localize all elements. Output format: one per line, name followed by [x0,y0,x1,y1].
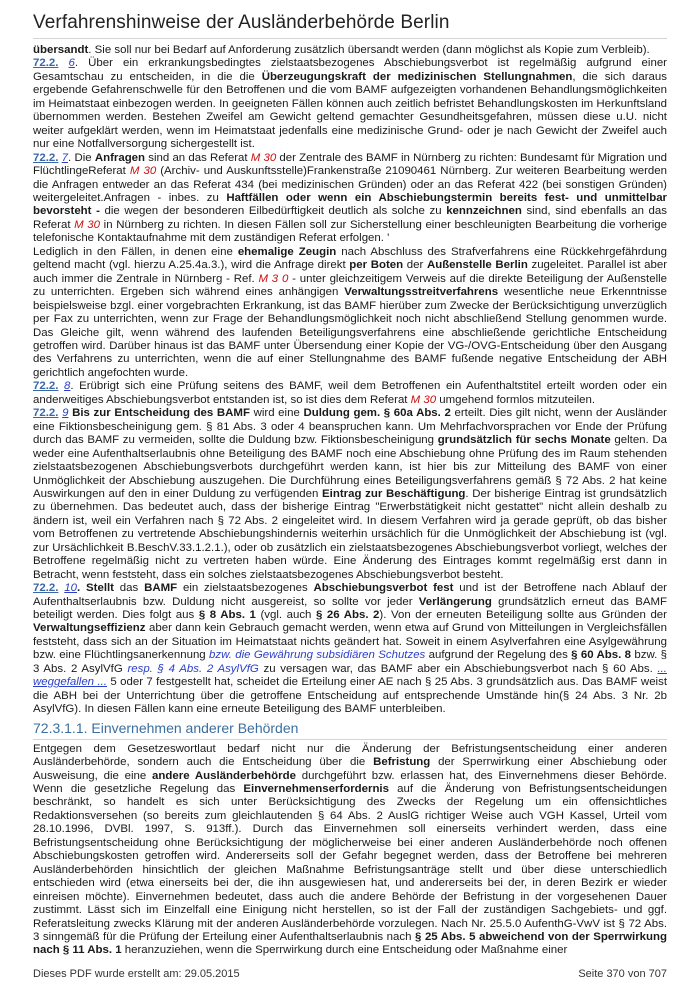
paragraph-einvernehmen: Entgegen dem Gesetzeswortlaut bedarf nicht nur die Änderung der Befristungsentscheidung einer anderen Ausländerbehörde, sondern auch die Entscheidung über die Befristung der Sperrwirkung einer Abschiebung oder Ausweisung, die eine andere Ausländerbehörde durchgeführt bzw. erlassen hat, des Einvernehmens dieser Behörde. Wenn die gesetzliche Regelung das Einvernehmenserfordernis auf die Änderung von Befristungsentscheidungen beschränkt, so handelt es sich unter Berücksichtigung des Zwecks der Regelung um ein offensichtliches Redaktionsversehen (so bereits zum gleichlautenden § 64 Abs. 2 AuslG richtiger Weise auch VGH Kassel, Urteil vom 28.10.1996, DVBl. 1997, S. 913ff.). Durch das Einvernehmen soll einerseits verhindert werden, dass eine Befristungsentscheidung ohne Berücksichtigung der möglicherweise bei einer anderen Ausländerbehörde noch offenen Abschiebungskosten getroffen wird. Andererseits soll der Gefahr begegnet werden, dass der Betroffene bei mehreren Ausländerbehörden hinsichtlich der gleichen Maßnahme Befristungsanträge stellt und über diese unterschiedlich entschieden wird (etwa einerseits bei der, die ihn ausgewiesen hat, und andererseits bei der, in deren Bezirk er wieder einreisen möchte). Einvernehmen bedeutet, dass auch die andere Behörde der Befristung in der vorgesehenen Dauer zustimmt. Lässt sich im Einzelfall eine Einigung nicht herstellen, so ist der Fall der zuständigen Sachgebiets- und ggf. Referatsleitung zwecks Klärung mit der anderen Ausländerbehörde vorzulegen. Nach Nr. 25.5.0 AufenthG-VwV ist § 72 Abs. 3 sinngemäß für die Prüfung der Erteilung einer Aufenthaltserlaubnis nach § 25 Abs. 5 abweichend von der Sperrwirkung nach § 11 Abs. 1 heranzuziehen, wenn die Sperrwirkung durch eine Entscheidung oder Maßnahme einer [33,742,667,957]
paragraph-continuation: übersandt. Sie soll nur bei Bedarf auf Anforderung zusätzlich übersandt werden (dann möglichst als Kopie zum Verbleib). [33,44,650,56]
paragraph-72-2-9: 72.2. 9 Bis zur Entscheidung des BAMF wird eine Duldung gem. § 60a Abs. 2 erteilt. Dies gilt nicht, wenn der Ausländer eine Fiktionsbescheinigung gem. § 81 Abs. 3 oder 4 beanspruchen kann. Um Mehrfachvorsprachen vor Ende der Prüfung durch das BAMF zu vermeiden, sollte die Duldung bzw. Fiktionsbescheinigung grundsätzlich für sechs Monate gelten. Da weder eine Aufenthaltserlaubnis ohne Beteiligung des BAMF noch eine Abschiebung ohne Prüfung des im Raum stehenden zielstaatsbezogenen Abschiebungsverbots durchgeführt werden kann, ist hier bis zur Mitteilung des BAMF von einer Unmöglichkeit der Abschiebung auszugehen. Die Durchführung eines Beteiligungsverfahrens gemäß § 72 Abs. 2 hat keine Auswirkungen auf den in einer Duldung zu verfügenden Eintrag zur Beschäftigung. Der bisherige Eintrag ist grundsätzlich zu übernehmen. Das bedeutet auch, dass der bisherige Eintrag "Erwerbstätigkeit nicht gestattet" nicht allein deshalb zu ändern ist, weil ein Verfahren nach § 72 Abs. 2 eingeleitet wird. In diesem Verfahren wird ja gerade geprüft, ob das bisher vom Betroffenen zu vertretende Abschiebungshindernis weiterhin ursächlich für die Unmöglichkeit der Abschiebung ist (vgl. zur Ursächlichkeit B.BeschV.33.1.2.1.), oder ob zusätzlich ein zielstaatsbezogenes Abschiebungsverbot vorliegt, welches der Betroffene regelmäßig nicht zu vertreten haben würde. Eine Änderung des Eintrages kommt regelmäßig erst dann in Betracht, wenn feststeht, dass ein solches zielstaatsbezogenes Abschiebungsverbot besteht. [33,407,667,581]
section-link[interactable]: 9 [62,407,69,420]
section-link[interactable]: 10 [64,582,78,595]
referat-label: M 30 [129,165,157,178]
section-link[interactable]: 8 [64,380,71,393]
referat-label: M 30 [74,218,101,231]
title-divider [33,38,667,39]
paragraph-72-2-10: 72.2. 10. Stellt das BAMF ein zielstaatsbezogenes Abschiebungsverbot fest und ist der Betroffene nach Ablauf der Aufenthaltserlaubnis bzw. Duldung nicht ausgereist, so sollte vor jeder Verlängerung grundsätzlich erneut das BAMF beteiligt werden. Dies folgt aus § 8 Abs. 1 (vgl. auch § 26 Abs. 2). Von der erneuten Beteiligung sollte aus Gründen der Verwaltungseffizienz aber dann kein Gebrauch gemacht werden, wenn etwa auf Grund von Mitteilungen in Vergleichsfällen feststeht, dass sich an der Situation im Heimatstaat nichts geändert hat. Soweit in einem Asylverfahren eine Asylgewährung bzw. eine Flüchtlingsanerkennung bzw. die Gewährung subsidiären Schutzes aufgrund der Regelung des § 60 Abs. 8 bzw. § 3 Abs. 2 AsylVfG resp. § 4 Abs. 2 AsylVfG zu versagen war, das BAMF aber ein Abschiebungsverbot nach § 60 Abs. ... weggefallen ... 5 oder 7 festgestellt hat, scheidet die Erteilung einer AE nach § 25 Abs. 3 grundsätzlich aus. Das BAMF weist die ABH bei der Unterrichtung über die getroffene Entscheidung auf entsprechende Umstände hin(§ 24 Abs. 3 Nr. 2b AsylVfG). In diesen Fällen kann eine erneute Beteiligung des BAMF unterbleiben. [33,582,667,716]
footer-created-date: Dieses PDF wurde erstellt am: 29.05.2015 [33,968,240,980]
referat-label: M 3 0 [258,272,289,285]
section-number[interactable]: 72.2. [33,407,59,420]
paragraph-72-2-7-cont: Lediglich in den Fällen, in denen eine ehemalige Zeugin nach Abschluss des Strafverfahrens eine Rückkehrgefährdung geltend macht (vgl. hierzu A.25.4a.3.), wird die Anfrage direkt per Boten der Außenstelle Berlin zugeleitet. Parallel ist aber auch immer die Zentrale in Nürnberg - Ref. M 3 0 - unter gleichzeitigem Verweis auf die direkte Beteiligung der Außenstelle zu unterrichten. Ergeben sich während eines anhängigen Verwaltungsstreitverfahrens wesentliche neue Erkenntnisse beispielsweise bzgl. einer vorgebrachten Erkrankung, ist das BAMF hierüber zum Zwecke der Berücksichtigung unverzüglich per Fax zu unterrichten, wenn zur Frage der Behandlungsmöglichkeit noch nicht abschließend Stellung genommen wurde. Das Gleiche gilt, wenn während des laufenden Beteiligungsverfahrens eine abschließende gerichtliche Entscheidung getroffen wird. Darüber hinaus ist das BAMF unter Übersendung einer Kopie der VG-/OVG-Entscheidung über den Ausgang des Verfahrens zu unterrichten, wenn die auf einer Stellungnahme des BAMF fußende negative Entscheidung der ABH gerichtlich angefochten wurde. [33,245,668,379]
paragraph-72-2-7: 72.2. 7. Die Anfragen sind an das Referat M 30 der Zentrale des BAMF in Nürnberg zu richten: Bundesamt für Migration und FlüchtlingeReferat M 30 (Archiv- und Auskunftsstelle)Frankenstraße 21090461 Nürnberg. Zur weiteren Bearbeitung werden die Anfragen entweder an das Referat 434 (bei medizinischen Gründen) oder an das Referat 422 (bei sonstigen Gründen) weitergeleitet.Anfragen - inbes. zu Haftfällen oder wenn ein Abschiebungstermin bereits fest- und unmittelbar bevorsteht - die wegen der besonderen Eilbedürftigkeit deutlich als solche zu kennzeichnen sind, sind ebenfalls an das Referat M 30 in Nürnberg zu richten. In diesen Fällen soll zur Sicherstellung einer beschleunigten Bearbeitung die vorherige telefonische Kontaktaufnahme mit dem zuständigen Referat erfolgen. ' [33,151,668,245]
amendment-link[interactable]: bzw. die Gewährung subsidiären Schutzes [209,649,426,662]
paragraph-72-2-6: 72.2. 6. Über ein erkrankungsbedingtes zielstaatsbezogenes Abschiebungsverbot ist regelmäßig aufgrund einer Gesamtschau zu entscheiden, in die die Überzeugungskraft der medizinischen Stellungnahmen, die sich daraus ergebende Gefahrenschwelle für den Betroffenen und die vom BAMF aufgezeigten vorhandenen Behandlungsmöglichkeiten im Heimatstaat einbezogen werden. In geeigneten Fällen können auch zeitlich befristet Behandlungskosten im Herkunftsland übernommen werden. Bestehen Zweifel am Gewicht geltend gemachter Gesundheitsgefahren, müssen diese u.U. nicht weiter aufgeklärt werden, wenn im Heimatstaat jedenfalls eine medizinische Grund- oder je nach Gewicht der Zweifel auch nur eine Notfallversorgung sichergestellt ist. [33,57,667,151]
section-number[interactable]: 72.2. [33,151,59,164]
document-title: Verfahrenshinweise der Ausländerbehörde Berlin [33,12,450,33]
amendment-link[interactable]: resp. § 4 Abs. 2 AsylVfG [127,662,259,675]
section-link[interactable]: 7 [61,151,69,164]
referat-label: M 30 [410,393,437,406]
section-number[interactable]: 72.2. [33,582,59,595]
paragraph-72-2-8: 72.2. 8. Erübrigt sich eine Prüfung seitens des BAMF, weil dem Betroffenen ein Aufenthaltstitel erteilt worden oder ein anderweitiges Abschiebungsverbot entstanden ist, so ist dies dem Referat M 30 umgehend formlos mitzuteilen. [33,380,667,406]
amendment-link[interactable]: ... weggefallen ... [33,662,667,689]
section-number[interactable]: 72.2. [33,380,59,393]
referat-label: M 30 [250,151,277,164]
section-heading: 72.3.1.1. Einvernehmen anderer Behörden [33,720,667,740]
section-number[interactable]: 72.2. [33,57,59,70]
footer-page-number: Seite 370 von 707 [578,968,667,980]
section-link[interactable]: 6 [68,57,75,70]
document-body [33,44,667,958]
